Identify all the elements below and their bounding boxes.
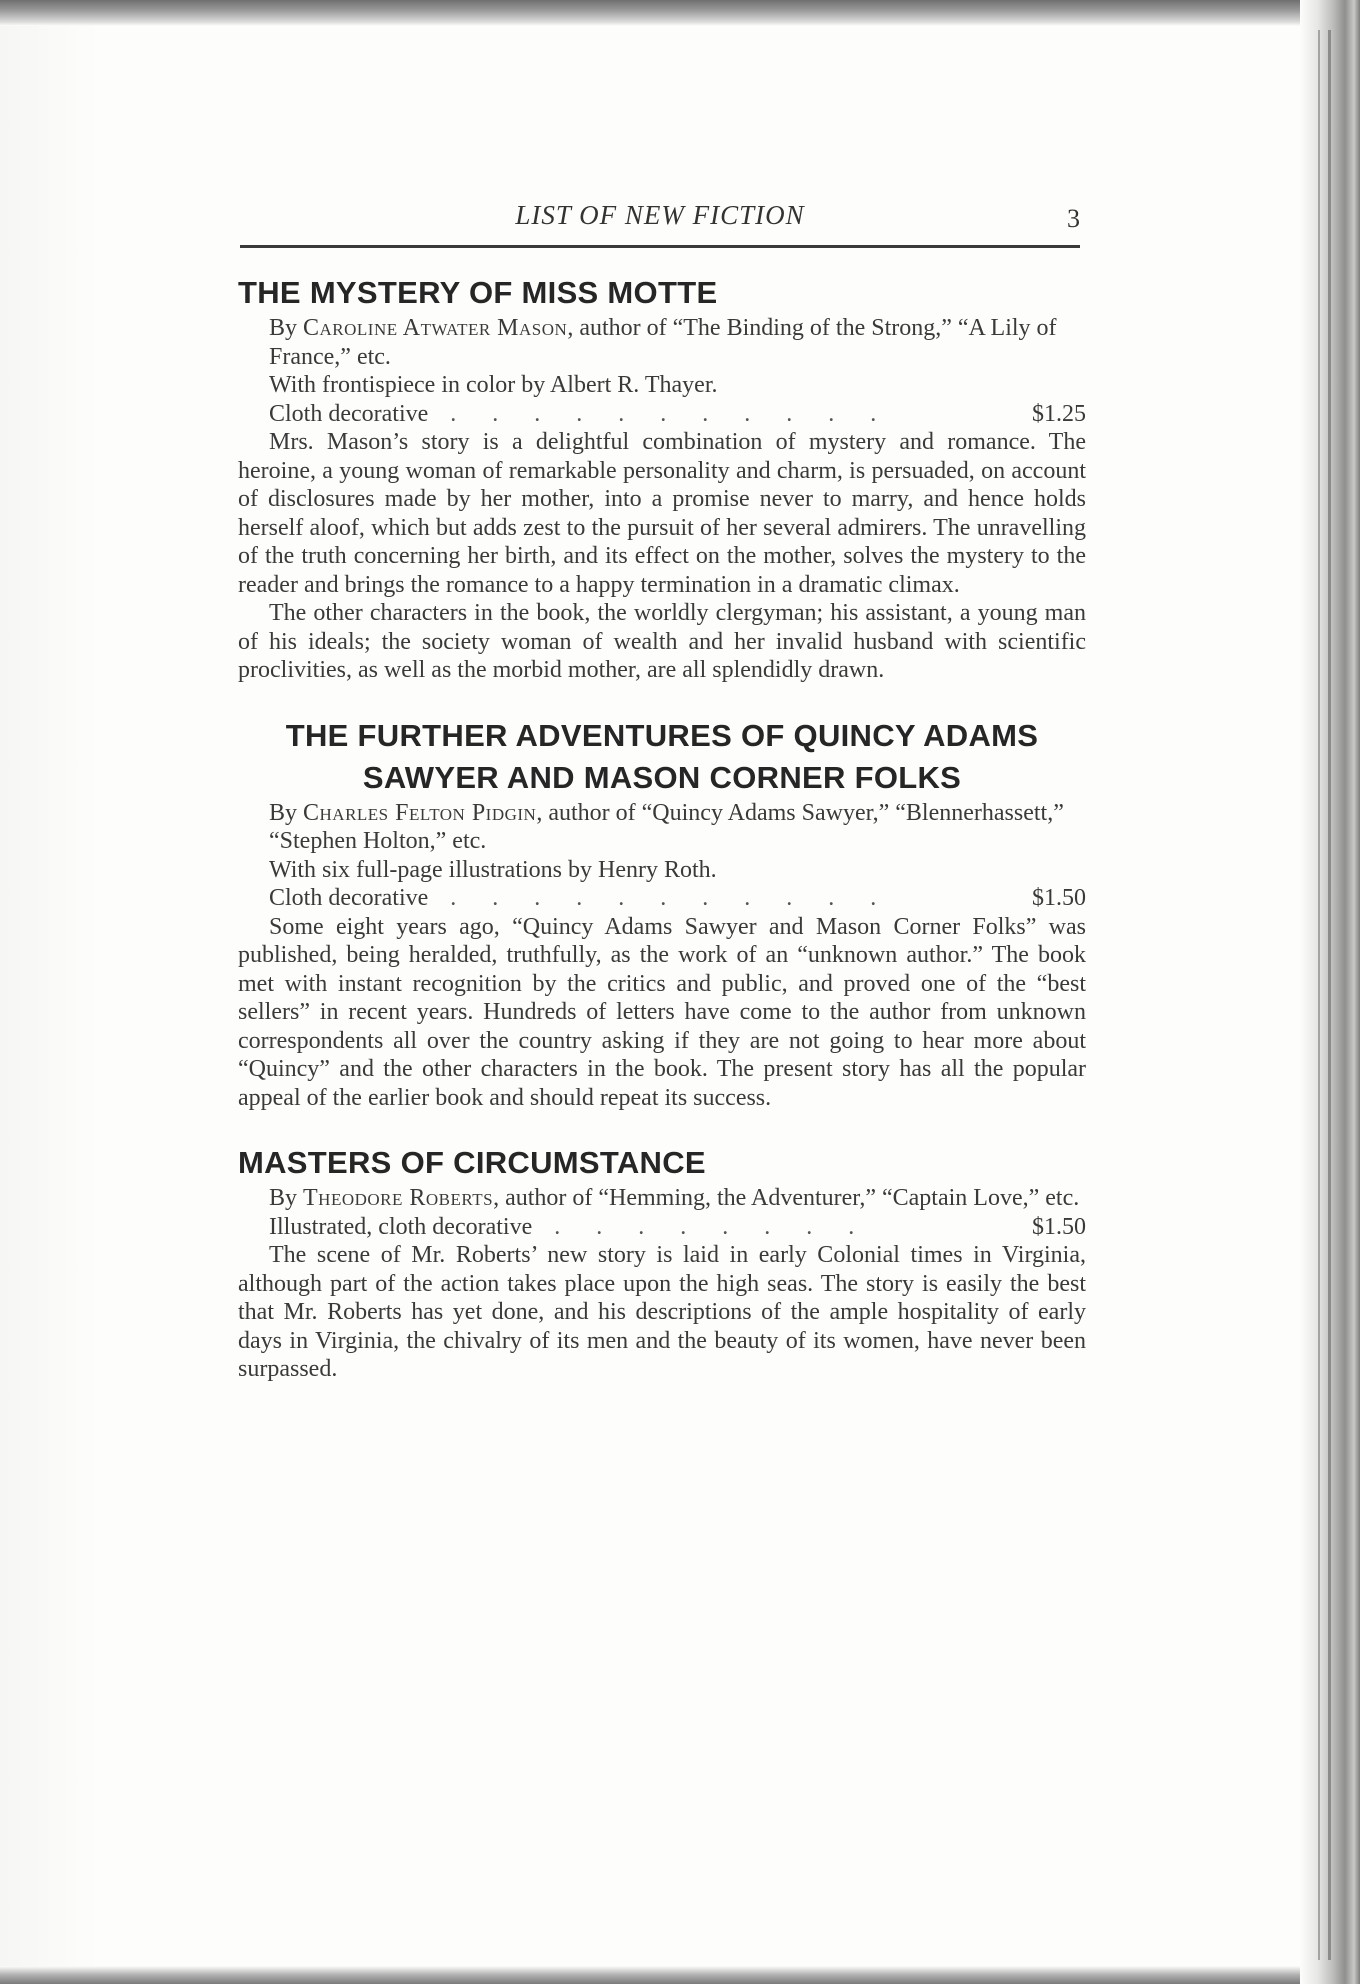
top-page-edge (0, 0, 1360, 26)
description-paragraph: The scene of Mr. Roberts’ new story is laid in early Colonial times in Virginia, although part of the action takes place upon the high seas. The story is easily the best that Mr. Roberts has yet done, and his descriptions of the ample hospitality of early days in Virginia, the chivalry of its men and the beauty of its women, have never been surpassed. (238, 1242, 1086, 1382)
illustration-note: With six full-page illustrations by Henry Roth. (269, 856, 717, 883)
byline (238, 314, 1086, 371)
byline (238, 799, 1086, 856)
book-title-line: MASTERS OF CIRCUMSTANCE (238, 1145, 706, 1180)
page-edge-line (1318, 30, 1320, 1960)
book-entry (238, 1142, 1086, 1384)
book-title-line: THE MYSTERY OF MISS MOTTE (238, 275, 718, 310)
page-header (240, 200, 1080, 236)
leader-dots: . . . . . . . . . . . (450, 885, 892, 911)
description-paragraph: The other characters in the book, the worldly clergyman; his assistant, a young man of his ideals; the society woman of wealth and her invalid husband with scientific proclivities, as well as the morbid mother, are all splendidly drawn. (238, 600, 1086, 683)
author-credits: , author of “The Binding of the Strong,” “A Lily of France,” etc. (269, 315, 1057, 370)
book-entry (238, 272, 1086, 685)
author-name: Caroline Atwater Mason (303, 315, 568, 341)
author-credits: , author of “Quincy Adams Sawyer,” “Blennerhassett,” “Stephen Holton,” etc. (269, 799, 1064, 854)
price-line (238, 1213, 1086, 1242)
leader-dots: . . . . . . . . . . . (450, 400, 892, 427)
binding-format: Cloth decorative (269, 885, 429, 911)
book-title-line: SAWYER AND MASON CORNER FOLKS (362, 759, 962, 795)
binding-format: Illustrated, cloth decorative (269, 1213, 533, 1240)
author-credits: , author of “Hemming, the Adventurer,” “Captain Love,” etc. (493, 1185, 1080, 1211)
header-rule (240, 245, 1080, 248)
page-gutter (0, 0, 100, 1984)
price: $1.50 (1032, 885, 1086, 911)
page-edge-line (1328, 30, 1331, 1960)
price-line (238, 400, 1086, 429)
book-title-line: THE FURTHER ADVENTURES OF QUINCY ADAMS (285, 717, 1039, 753)
book-title (238, 715, 1086, 799)
author-name: Theodore Roberts (303, 1185, 494, 1211)
book-title (238, 272, 1086, 314)
fiction-list (238, 272, 1086, 1414)
author-name: Charles Felton Pidgin (303, 799, 537, 826)
price: $1.25 (1032, 400, 1086, 427)
book-entry (238, 715, 1086, 1113)
page-number: 3 (1067, 204, 1080, 233)
leader-dots: . . . . . . . . (554, 1213, 870, 1240)
book-title (238, 1142, 1086, 1184)
running-head: LIST OF NEW FICTION (515, 200, 805, 230)
description-paragraph: Some eight years ago, “Quincy Adams Sawyer and Mason Corner Folks” was published, being heralded, truthfully, as the work of an “unknown author.” The book met with instant recognition by the critics and public, and proved one of the “best sellers” in recent years. Hundreds of letters have come to the author from unknown correspondents all over the country asking if they are not going to hear more about “Quincy” and the other characters in the book. The present story has all the popular appeal of the earlier book and should repeat its success. (238, 913, 1086, 1111)
bottom-page-edge (0, 1966, 1360, 1984)
binding-format: Cloth decorative (269, 400, 429, 427)
illustration-note: With frontispiece in color by Albert R. Thayer. (269, 372, 718, 398)
byline-prefix: By (269, 1185, 304, 1211)
byline-prefix: By (269, 315, 304, 341)
byline-prefix: By (269, 799, 304, 826)
description-paragraph: Mrs. Mason’s story is a delightful combination of mystery and romance. The heroine, a young woman of remarkable personality and charm, is persuaded, on account of disclosures made by her mother, into a promise never to marry, and hence holds herself aloof, which but adds zest to the pursuit of her several admirers. The unravelling of the truth concerning her birth, and its effect on the mother, solves the mystery to the reader and brings the romance to a happy termination in a dramatic climax. (238, 429, 1086, 598)
price: $1.50 (1032, 1213, 1086, 1240)
byline (238, 1184, 1086, 1213)
price-line (238, 884, 1086, 913)
